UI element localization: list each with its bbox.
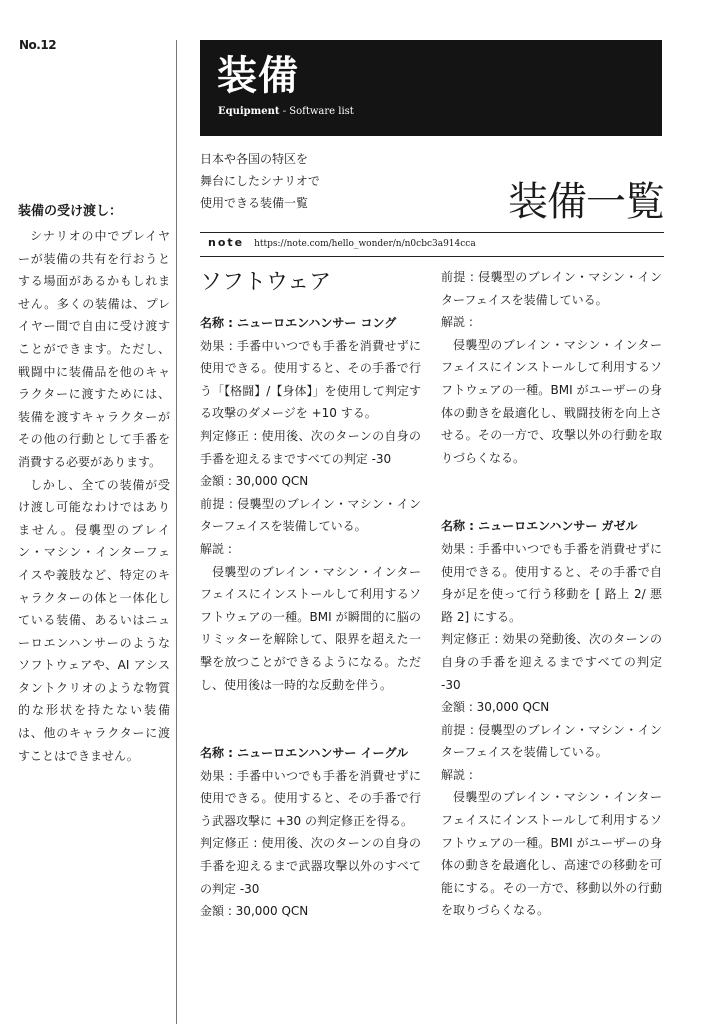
intro-line: 舞台にしたシナリオで bbox=[200, 174, 320, 188]
banner-subtitle bbox=[218, 106, 354, 117]
item-modifier: 判定修正 : 効果の発動後、次のターンの自身の手番を迎えるまですべての判定 -30 bbox=[441, 632, 662, 692]
equipment-entry bbox=[200, 312, 421, 742]
sidebar-paragraph: しかし、全ての装備が受け渡し可能なわけではありません。侵襲型のブレイン・マシン・インターフェイスや義肢など、特定のキャラクターの体と一体化している装備、あるいはニューロエンハンサーのようなソフトウェアや、AI アシスタントクリオのような物質的な形状を持たない装備は、他のキャラクターに渡すことはできません。 bbox=[18, 477, 170, 763]
item-desc-label: 解説 : bbox=[441, 767, 473, 782]
item-desc-label: 解説 : bbox=[441, 315, 473, 330]
item-effect: 効果 : 手番中いつでも手番を消費せずに使用できる。使用すると、その手番で自身が足を使って行う移動を [ 路上 2/ 悪路 2] にする。 bbox=[441, 541, 662, 624]
banner-subtitle-rest: - Software list bbox=[279, 106, 354, 117]
item-price: 金額 : 30,000 QCN bbox=[441, 700, 550, 715]
title-banner bbox=[200, 40, 662, 136]
item-effect: 効果 : 手番中いつでも手番を消費せずに使用できる。使用すると、その手番で行う武器攻撃に +30 の判定修正を得る。 bbox=[200, 768, 421, 828]
item-name: 名称 : ニューロエンハンサー イーグル bbox=[200, 746, 409, 761]
divider bbox=[200, 256, 664, 257]
item-description: 侵襲型のブレイン・マシン・インターフェイスにインストールして利用するソフトウェアの一種。BMI がユーザーの身体の動きを最適化し、戦闘技術を向上させる。その一方で、攻撃以外の行動を取りづらくなる。 bbox=[441, 337, 662, 465]
item-effect: 効果 : 手番中いつでも手番を消費せずに使用できる。使用すると、その手番で行う「【格闘】/【身体】」を使用して判定する攻撃のダメージを +10 する。 bbox=[200, 338, 421, 421]
equipment-entry-continued bbox=[441, 266, 662, 515]
item-modifier: 判定修正 : 使用後、次のターンの自身の手番を迎えるまで武器攻撃以外のすべての判定 -30 bbox=[200, 836, 421, 896]
intro-line: 使用できる装備一覧 bbox=[200, 196, 309, 210]
item-modifier: 判定修正 : 使用後、次のターンの自身の手番を迎えるまですべての判定 -30 bbox=[200, 428, 421, 466]
item-description: 侵襲型のブレイン・マシン・インターフェイスにインストールして利用するソフトウェアの一種。BMI がユーザーの身体の動きを最適化し、高速での移動を可能にする。その一方で、移動以外の行動を取りづらくなる。 bbox=[441, 790, 662, 918]
intro-text bbox=[200, 148, 320, 214]
sidebar bbox=[18, 203, 170, 767]
divider bbox=[200, 232, 664, 233]
item-prereq: 前提 : 侵襲型のブレイン・マシン・インターフェイスを装備している。 bbox=[441, 270, 662, 307]
note-link-line bbox=[208, 236, 476, 249]
note-logo: note bbox=[208, 236, 245, 249]
banner-subtitle-bold: Equipment bbox=[218, 106, 280, 117]
item-prereq: 前提 : 侵襲型のブレイン・マシン・インターフェイスを装備している。 bbox=[441, 722, 662, 760]
column-divider bbox=[176, 40, 177, 1024]
equipment-entry bbox=[441, 515, 662, 922]
item-price: 金額 : 30,000 QCN bbox=[200, 474, 309, 489]
content-column-left bbox=[200, 266, 421, 923]
section-title: ソフトウェア bbox=[200, 270, 332, 295]
page-number: No.12 bbox=[19, 38, 57, 52]
item-price: 金額 : 30,000 QCN bbox=[200, 904, 309, 919]
banner-title: 装備 bbox=[217, 53, 299, 99]
item-desc-label: 解説 : bbox=[200, 541, 232, 556]
item-description: 侵襲型のブレイン・マシン・インターフェイスにインストールして利用するソフトウェアの一種。BMI が瞬間的に脳のリミッターを解除して、限界を超えた一撃を放つことができるようになる。ただし、使用後は一時的な反動を伴う。 bbox=[200, 564, 421, 692]
item-name: 名称 : ニューロエンハンサー コング bbox=[200, 316, 397, 330]
page-title: 装備一覧 bbox=[508, 179, 664, 225]
content-column-right bbox=[441, 266, 662, 922]
item-prereq: 前提 : 侵襲型のブレイン・マシン・インターフェイスを装備している。 bbox=[200, 496, 421, 534]
note-url[interactable]: https://note.com/hello_wonder/n/n0cbc3a914cca bbox=[254, 239, 476, 249]
sidebar-heading: 装備の受け渡し： bbox=[18, 204, 123, 219]
sidebar-paragraph: シナリオの中でプレイヤーが装備の共有を行おうとする場面があるかもしれません。多くの装備は、プレイヤー間で自由に受け渡すことができます。ただし、戦闘中に装備品を他のキャラクターに渡すためには、装備を渡すキャラクターがその他の行動として手番を消費する必要があります。 bbox=[18, 229, 170, 469]
intro-line: 日本や各国の特区を bbox=[200, 152, 309, 166]
item-name: 名称 : ニューロエンハンサー ガゼル bbox=[441, 519, 638, 534]
equipment-entry bbox=[200, 742, 421, 923]
